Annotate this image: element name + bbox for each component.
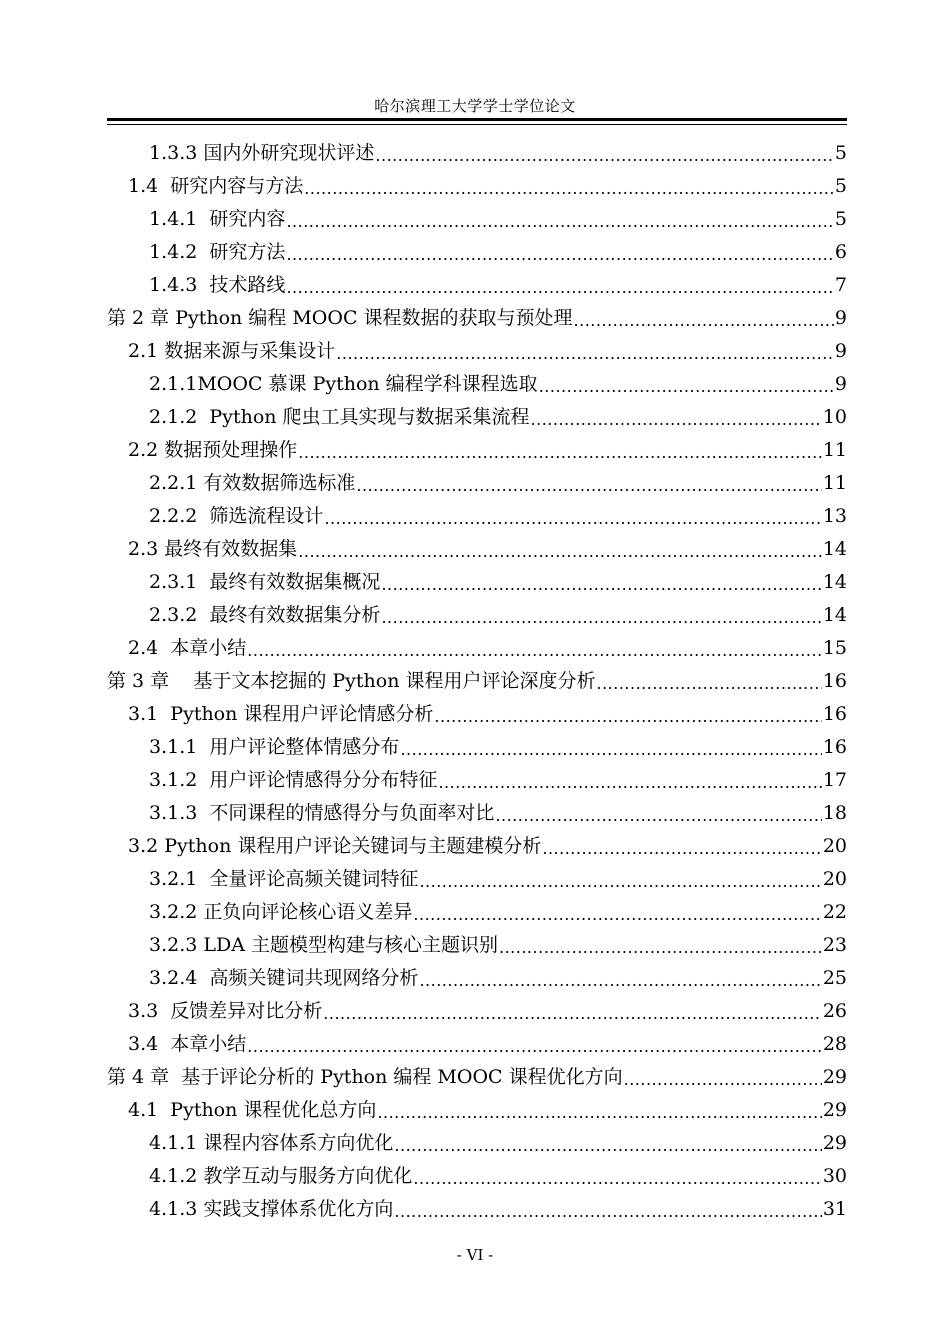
toc-entry-title: 2.3.2 最终有效数据集分析 xyxy=(149,604,381,627)
toc-dot-leader xyxy=(574,311,834,330)
toc-entry-title: 2.1 数据来源与采集设计 xyxy=(128,340,336,363)
header-rule-thin xyxy=(107,124,847,125)
toc-dot-leader xyxy=(531,410,822,429)
toc-dot-leader xyxy=(286,212,833,231)
toc-entry-page: 14 xyxy=(822,604,847,627)
toc-dot-leader xyxy=(286,245,833,264)
toc-entry-title: 2.2.1 有效数据筛选标准 xyxy=(149,472,356,495)
toc-entry[interactable] xyxy=(107,465,847,498)
toc-entry-title: 第 4 章 基于评论分析的 Python 编程 MOOC 课程优化方向 xyxy=(107,1066,623,1089)
toc-entry-title: 2.3 最终有效数据集 xyxy=(128,538,298,561)
toc-entry[interactable] xyxy=(107,1059,847,1092)
toc-entry-page: 10 xyxy=(822,406,847,429)
toc-entry-title: 2.2 数据预处理操作 xyxy=(128,439,298,462)
toc-entry-title: 4.1.3 实践支撑体系优化方向 xyxy=(149,1198,394,1221)
toc-entry-title: 4.1.1 课程内容体系方向优化 xyxy=(149,1132,394,1155)
toc-entry[interactable] xyxy=(107,168,847,201)
toc-dot-leader xyxy=(419,872,821,891)
toc-entry-title: 第 2 章 Python 编程 MOOC 课程数据的获取与预处理 xyxy=(107,307,573,330)
toc-dot-leader xyxy=(413,905,821,924)
toc-entry[interactable] xyxy=(107,861,847,894)
toc-entry[interactable] xyxy=(107,135,847,168)
toc-entry[interactable] xyxy=(107,267,847,300)
toc-entry-page: 5 xyxy=(834,142,847,165)
toc-entry-page: 25 xyxy=(822,967,847,990)
toc-entry-page: 30 xyxy=(822,1165,847,1188)
toc-dot-leader xyxy=(495,806,821,825)
toc-dot-leader xyxy=(400,740,821,759)
toc-entry-title: 1.4 研究内容与方法 xyxy=(128,175,304,198)
toc-entry-page: 15 xyxy=(822,637,847,660)
toc-dot-leader xyxy=(247,641,822,660)
toc-entry-page: 26 xyxy=(822,1000,847,1023)
toc-entry[interactable] xyxy=(107,993,847,1026)
toc-entry-title: 1.4.1 研究内容 xyxy=(149,208,286,231)
toc-entry-page: 16 xyxy=(822,736,847,759)
toc-dot-leader xyxy=(304,179,834,198)
toc-entry[interactable] xyxy=(107,498,847,531)
page-header: 哈尔滨理工大学学士学位论文 xyxy=(374,97,576,115)
toc-entry-title: 3.2 Python 课程用户评论关键词与主题建模分析 xyxy=(128,835,542,858)
toc-entry[interactable] xyxy=(107,531,847,564)
toc-entry-title: 3.2.4 高频关键词共现网络分析 xyxy=(149,967,419,990)
toc-entry-title: 第 3 章 基于文本挖掘的 Python 课程用户评论深度分析 xyxy=(107,670,596,693)
toc-entry-page: 22 xyxy=(822,901,847,924)
toc-entry[interactable] xyxy=(107,399,847,432)
toc-entry[interactable] xyxy=(107,795,847,828)
toc-entry[interactable] xyxy=(107,630,847,663)
toc-entry[interactable] xyxy=(107,366,847,399)
toc-entry-title: 2.1.1MOOC 慕课 Python 编程学科课程选取 xyxy=(149,373,538,396)
toc-entry-page: 14 xyxy=(822,538,847,561)
toc-entry[interactable] xyxy=(107,729,847,762)
toc-dot-leader xyxy=(434,707,821,726)
toc-entry-title: 3.2.1 全量评论高频关键词特征 xyxy=(149,868,419,891)
toc-dot-leader xyxy=(394,1202,821,1221)
toc-entry-title: 3.1.1 用户评论整体情感分布 xyxy=(149,736,400,759)
toc-dot-leader xyxy=(286,278,833,297)
toc-entry-page: 11 xyxy=(822,439,847,462)
toc-entry-title: 2.2.2 筛选流程设计 xyxy=(149,505,324,528)
toc-entry-page: 20 xyxy=(822,868,847,891)
header-rule-thick xyxy=(107,118,847,121)
toc-dot-leader xyxy=(539,377,834,396)
toc-entry[interactable] xyxy=(107,762,847,795)
toc-entry-title: 3.2.3 LDA 主题模型构建与核心主题识别 xyxy=(149,934,498,957)
toc-entry[interactable] xyxy=(107,300,847,333)
toc-entry[interactable] xyxy=(107,663,847,696)
toc-entry-page: 29 xyxy=(822,1099,847,1122)
toc-entry[interactable] xyxy=(107,234,847,267)
toc-entry-page: 17 xyxy=(822,769,847,792)
toc-entry-page: 7 xyxy=(834,274,847,297)
toc-dot-leader xyxy=(413,1169,821,1188)
toc-entry-title: 3.2.2 正负向评论核心语义差异 xyxy=(149,901,413,924)
toc-dot-leader xyxy=(298,542,822,561)
page-number: - VI - xyxy=(456,1246,494,1264)
toc-entry-title: 3.4 本章小结 xyxy=(128,1033,247,1056)
toc-entry-page: 13 xyxy=(822,505,847,528)
toc-dot-leader xyxy=(394,1136,821,1155)
toc-entry-title: 4.1 Python 课程优化总方向 xyxy=(128,1099,377,1122)
toc-entry-title: 1.4.3 技术路线 xyxy=(149,274,286,297)
toc-entry[interactable] xyxy=(107,1026,847,1059)
toc-entry-page: 29 xyxy=(822,1132,847,1155)
toc-entry-title: 3.3 反馈差异对比分析 xyxy=(128,1000,323,1023)
toc-entry-page: 18 xyxy=(822,802,847,825)
toc-entry[interactable] xyxy=(107,1092,847,1125)
toc-entry-page: 31 xyxy=(822,1198,847,1221)
toc-entry-title: 2.4 本章小结 xyxy=(128,637,247,660)
toc-entry-page: 11 xyxy=(822,472,847,495)
toc-entry[interactable] xyxy=(107,564,847,597)
toc-entry[interactable] xyxy=(107,333,847,366)
toc-dot-leader xyxy=(499,938,822,957)
toc-dot-leader xyxy=(356,476,821,495)
toc-entry[interactable] xyxy=(107,1158,847,1191)
toc-dot-leader xyxy=(419,971,821,990)
toc-entry-title: 1.4.2 研究方法 xyxy=(149,241,286,264)
toc-dot-leader xyxy=(336,344,834,363)
toc-entry-page: 16 xyxy=(822,670,847,693)
toc-entry[interactable] xyxy=(107,1191,847,1224)
toc-entry-page: 6 xyxy=(834,241,847,264)
toc-dot-leader xyxy=(381,575,821,594)
toc-entry-page: 14 xyxy=(822,571,847,594)
toc-entry-page: 9 xyxy=(834,340,847,363)
toc-entry-page: 28 xyxy=(822,1033,847,1056)
toc-entry-page: 16 xyxy=(822,703,847,726)
toc-entry-title: 1.3.3 国内外研究现状评述 xyxy=(149,142,375,165)
toc-entry[interactable] xyxy=(107,432,847,465)
toc-entry[interactable] xyxy=(107,1125,847,1158)
toc-dot-leader xyxy=(298,443,822,462)
toc-dot-leader xyxy=(596,674,821,693)
toc-dot-leader xyxy=(247,1037,822,1056)
toc-entry[interactable] xyxy=(107,894,847,927)
toc-dot-leader xyxy=(323,1004,822,1023)
toc-entry-page: 29 xyxy=(822,1066,847,1089)
toc-entry-title: 3.1.3 不同课程的情感得分与负面率对比 xyxy=(149,802,495,825)
toc-dot-leader xyxy=(381,608,821,627)
toc-entry[interactable] xyxy=(107,201,847,234)
toc-entry[interactable] xyxy=(107,960,847,993)
toc-dot-leader xyxy=(542,839,821,858)
toc-entry[interactable] xyxy=(107,597,847,630)
toc-entry[interactable] xyxy=(107,927,847,960)
toc-entry-page: 23 xyxy=(822,934,847,957)
toc-entry-title: 3.1 Python 课程用户评论情感分析 xyxy=(128,703,434,726)
toc-entry[interactable] xyxy=(107,696,847,729)
toc-entry-page: 5 xyxy=(834,208,847,231)
toc-entry-page: 20 xyxy=(822,835,847,858)
toc-dot-leader xyxy=(377,1103,821,1122)
toc-dot-leader xyxy=(324,509,821,528)
toc-entry-title: 4.1.2 教学互动与服务方向优化 xyxy=(149,1165,413,1188)
table-of-contents xyxy=(107,135,847,1224)
toc-entry-page: 9 xyxy=(834,307,847,330)
toc-entry-page: 9 xyxy=(834,373,847,396)
toc-entry[interactable] xyxy=(107,828,847,861)
toc-dot-leader xyxy=(438,773,821,792)
toc-entry-page: 5 xyxy=(834,175,847,198)
toc-entry-title: 2.3.1 最终有效数据集概况 xyxy=(149,571,381,594)
toc-dot-leader xyxy=(375,146,834,165)
toc-entry-title: 3.1.2 用户评论情感得分分布特征 xyxy=(149,769,438,792)
toc-entry-title: 2.1.2 Python 爬虫工具实现与数据采集流程 xyxy=(149,406,530,429)
toc-dot-leader xyxy=(624,1070,822,1089)
